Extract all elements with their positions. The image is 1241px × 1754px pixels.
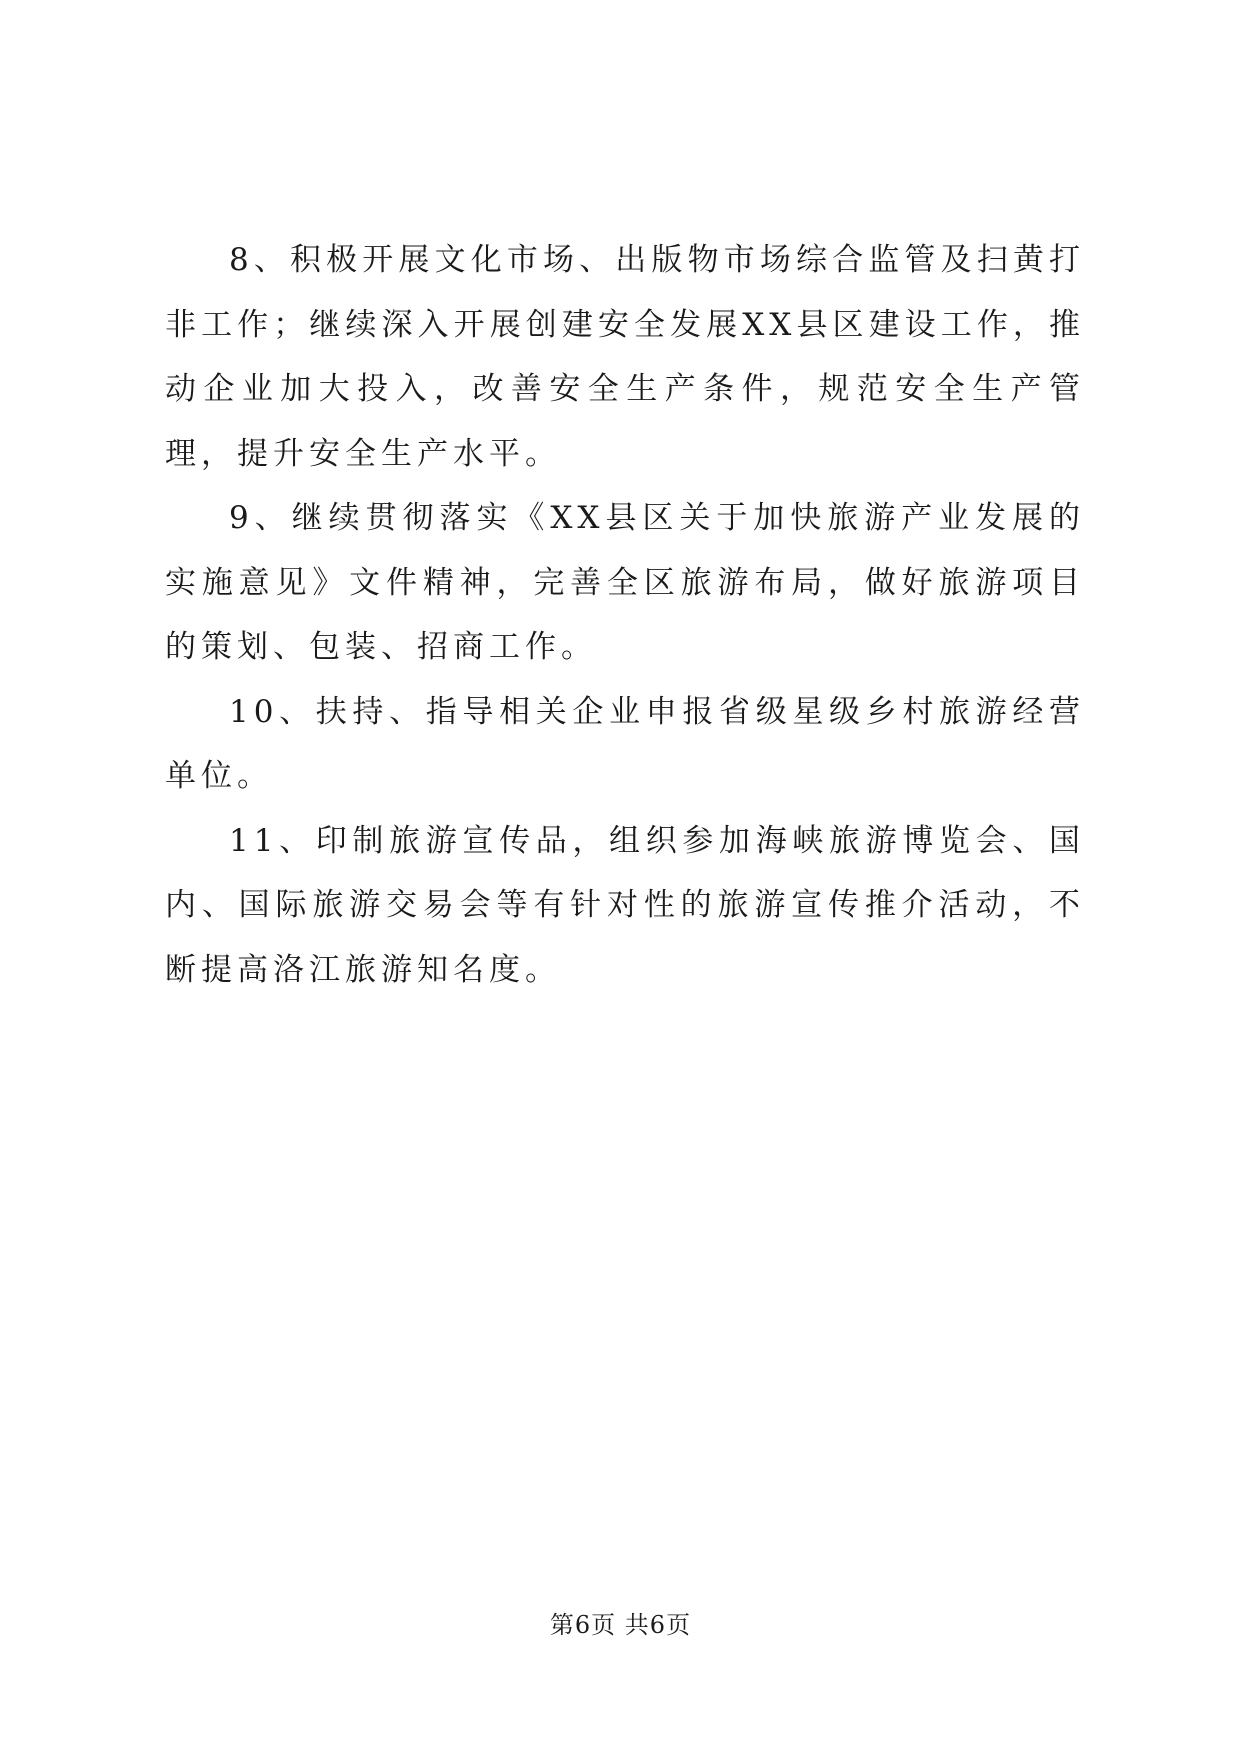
paragraph-item-10: 10、扶持、指导相关企业申报省级星级乡村旅游经营单位。: [165, 693, 1085, 794]
paragraph-item-9: 9、继续贯彻落实《XX县区关于加快旅游产业发展的实施意见》文件精神，完善全区旅游布局，做好旅游项目的策划、包装、招商工作。: [165, 500, 1085, 665]
document-body: [165, 228, 1085, 1002]
paragraph-item-8: 8、积极开展文化市场、出版物市场综合监管及扫黄打非工作；继续深入开展创建安全发展XX县区建设工作，推动企业加大投入，改善安全生产条件，规范安全生产管理，提升安全生产水平。: [165, 242, 1085, 472]
paragraph-item-11: 11、印制旅游宣传品，组织参加海峡旅游博览会、国内、国际旅游交易会等有针对性的旅游宣传推介活动，不断提高洛江旅游知名度。: [165, 822, 1085, 988]
page-number-footer: 第6页 共6页: [549, 1611, 692, 1639]
